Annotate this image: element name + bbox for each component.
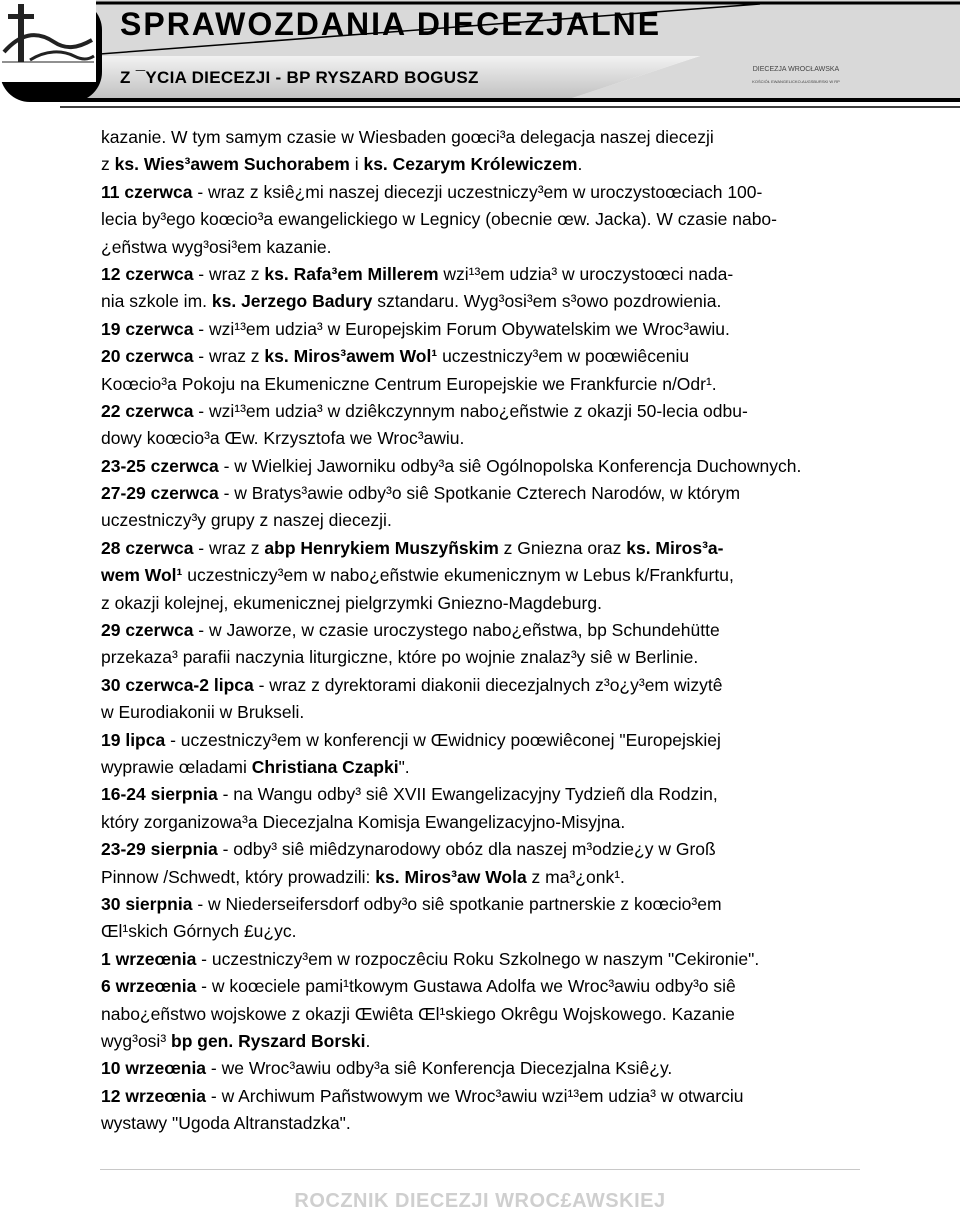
text-line: [101, 316, 871, 343]
emphasis-text: 28 czerwca: [101, 537, 194, 558]
emphasis-text: ks. Miros³aw Wola: [375, 866, 527, 887]
body-text: Koœcio³a Pokoju na Ekumeniczne Centrum Europejskie we Frankfurcie n/Odr¹.: [101, 373, 717, 394]
body-text: lecia by³ego koœcio³a ewangelickiego w Legnicy (obecnie œw. Jacka). W czasie nabo-: [101, 209, 777, 230]
text-line: [101, 836, 871, 863]
text-line: [101, 918, 871, 945]
body-text: - we Wroc³awiu odby³a siê Konferencja Diecezjalna Ksiê¿y.: [206, 1058, 673, 1079]
running-subtitle: Z ¯YCIA DIECEZJI - BP RYSZARD BOGUSZ: [120, 68, 479, 87]
emphasis-text: 1 wrzeœnia: [101, 948, 197, 969]
text-line: [101, 1083, 871, 1110]
emphasis-text: 23-29 sierpnia: [101, 839, 218, 860]
text-line: [101, 234, 871, 261]
body-text: wyprawie œladami: [101, 756, 252, 777]
emphasis-text: 22 czerwca: [101, 400, 194, 421]
running-footer: ROCZNIK DIECEZJI WROC£AWSKIEJ: [294, 1190, 666, 1212]
text-line: [101, 261, 871, 288]
text-line: [101, 672, 871, 699]
text-line: [101, 699, 871, 726]
footer-divider: [100, 1169, 860, 1170]
body-text: - w Jaworze, w czasie uroczystego nabo¿eñstwa, bp Schundehütte: [193, 620, 720, 641]
text-line: [101, 398, 871, 425]
body-text: Œl¹skich Górnych £u¿yc.: [101, 921, 297, 942]
emphasis-text: 27-29 czerwca: [101, 483, 219, 504]
text-line: [101, 864, 871, 891]
text-line: [101, 151, 871, 178]
text-line: [101, 179, 871, 206]
body-text: - wraz z dyrektorami diakonii diecezjalnych z³o¿y³em wizytê: [253, 674, 723, 695]
text-line: [101, 453, 871, 480]
text-line: [101, 480, 871, 507]
emphasis-text: Christiana Czapki: [251, 756, 399, 777]
body-text: - w Bratys³awie odby³o siê Spotkanie Czterech Narodów, w którym: [218, 483, 741, 504]
text-line: [101, 781, 871, 808]
text-line: [101, 973, 871, 1000]
body-text: - wraz z: [193, 263, 265, 284]
text-line: [101, 727, 871, 754]
text-line: [101, 124, 871, 151]
body-text: wystawy "Ugoda Altranstadzka".: [101, 1113, 351, 1134]
text-line: [101, 206, 871, 233]
emphasis-text: 19 czerwca: [101, 318, 194, 339]
text-line: [101, 535, 871, 562]
emphasis-text: 29 czerwca: [101, 620, 194, 641]
emphasis-text: 6 wrzeœnia: [101, 976, 197, 997]
body-text: wyg³osi³: [101, 1030, 172, 1051]
emphasis-text: ks. Miros³a-: [626, 537, 724, 558]
text-line: [101, 1028, 871, 1055]
body-text: - uczestniczy³em w rozpoczêciu Roku Szkolnego w naszym "Cekironie".: [196, 948, 760, 969]
text-line: [101, 562, 871, 589]
body-text: uczestniczy³y grupy z naszej diecezji.: [101, 510, 392, 531]
body-text: .: [577, 154, 583, 175]
text-line: [101, 754, 871, 781]
emphasis-text: ks. Miros³awem Wol¹: [264, 346, 438, 367]
body-text: Pinnow /Schwedt, który prowadzili:: [101, 866, 376, 887]
body-text: sztandaru. Wyg³osi³em s³owo pozdrowienia.: [372, 291, 722, 312]
body-text: .: [365, 1030, 371, 1051]
text-line: [101, 371, 871, 398]
body-text: - wraz z ksiê¿mi naszej diecezji uczestniczy³em w uroczystoœciach 100-: [192, 181, 763, 202]
emphasis-text: 23-25 czerwca: [101, 455, 219, 476]
text-line: [101, 343, 871, 370]
body-text: uczestniczy³em w poœwiêceniu: [437, 346, 690, 367]
logo-subtext: KOŚCIÓŁ EWANGELICKO-AUGSBURSKI W RP: [752, 79, 840, 84]
body-text: - wzi¹³em udzia³ w dziêkczynnym nabo¿eñstwie z okazji 50-lecia odbu-: [193, 400, 748, 421]
body-text: w Eurodiakonii w Brukseli.: [101, 702, 305, 723]
body-text: - wraz z: [193, 537, 265, 558]
text-line: [101, 1001, 871, 1028]
body-text: ".: [398, 756, 410, 777]
body-text: - w Archiwum Pañstwowym we Wroc³awiu wzi¹³em udzia³ w otwarciu: [206, 1085, 744, 1106]
body-text: - na Wangu odby³ siê XVII Ewangelizacyjny Tydzieñ dla Rodzin,: [217, 784, 718, 805]
body-text: - odby³ siê miêdzynarodowy obóz dla naszej m³odzie¿y w Groß: [217, 839, 716, 860]
emphasis-text: 19 lipca: [101, 729, 166, 750]
text-line: [101, 644, 871, 671]
emphasis-text: ks. Jerzego Badury: [211, 291, 373, 312]
emphasis-text: ks. Cezarym Królewiczem: [363, 154, 578, 175]
body-text: z ma³¿onk¹.: [526, 866, 625, 887]
body-text: z okazji kolejnej, ekumenicznej pielgrzymki Gniezno-Magdeburg.: [101, 592, 602, 613]
body-text: kazanie. W tym samym czasie w Wiesbaden goœci³a delegacja naszej diecezji: [101, 127, 714, 147]
body-text: wzi¹³em udzia³ w uroczystoœci nada-: [438, 263, 734, 284]
body-text: - w Wielkiej Jaworniku odby³a siê Ogólnopolska Konferencja Duchownych.: [218, 455, 802, 476]
body-text: nia szkole im.: [101, 291, 212, 312]
emphasis-text: ks. Rafa³em Millerem: [264, 263, 439, 284]
body-text: z: [101, 154, 115, 175]
body-text: i: [349, 154, 364, 175]
text-line: [101, 507, 871, 534]
emphasis-text: bp gen. Ryszard Borski: [171, 1030, 366, 1051]
emphasis-text: 10 wrzeœnia: [101, 1058, 207, 1079]
body-text: który zorganizowa³a Diecezjalna Komisja Ewangelizacyjno-Misyjna.: [101, 811, 626, 832]
emphasis-text: 12 wrzeœnia: [101, 1085, 207, 1106]
text-line: [101, 1055, 871, 1082]
body-text: - wzi¹³em udzia³ w Europejskim Forum Obywatelskim we Wroc³awiu.: [193, 318, 730, 339]
emphasis-text: 16-24 sierpnia: [101, 784, 218, 805]
emphasis-text: 12 czerwca: [101, 263, 194, 284]
body-text: - wraz z: [193, 346, 265, 367]
emphasis-text: 20 czerwca: [101, 346, 194, 367]
text-line: [101, 288, 871, 315]
text-line: [101, 1110, 871, 1137]
body-text: dowy koœcio³a Œw. Krzysztofa we Wroc³awiu.: [101, 428, 465, 449]
body-text: nabo¿eñstwo wojskowe z okazji Œwiêta Œl¹skiego Okrêgu Wojskowego. Kazanie: [101, 1003, 735, 1024]
logo-text: DIECEZJA WROCŁAWSKA: [752, 66, 840, 73]
report-body: [101, 124, 871, 1137]
body-text: - uczestniczy³em w konferencji w Œwidnicy poœwiêconej "Europejskiej: [165, 729, 721, 750]
emphasis-text: abp Henrykiem Muszyñskim: [264, 537, 499, 558]
body-text: z Gniezna oraz: [498, 537, 627, 558]
emphasis-text: wem Wol¹: [101, 565, 183, 586]
text-line: [101, 590, 871, 617]
emphasis-text: 11 czerwca: [101, 181, 193, 202]
running-title: SPRAWOZDANIA DIECEZJALNE: [120, 6, 662, 42]
diocese-logo-icon: [0, 0, 96, 82]
text-line: [101, 946, 871, 973]
text-line: [101, 617, 871, 644]
text-line: [101, 809, 871, 836]
body-text: - w Niederseifersdorf odby³o siê spotkanie partnerskie z koœcio³em: [192, 893, 722, 914]
body-text: ¿eñstwa wyg³osi³em kazanie.: [101, 236, 332, 257]
text-line: [101, 425, 871, 452]
emphasis-text: ks. Wies³awem Suchorabem: [114, 154, 350, 175]
body-text: - w koœciele pami¹tkowym Gustawa Adolfa we Wroc³awiu odby³o siê: [196, 976, 736, 997]
body-text: przekaza³ parafii naczynia liturgiczne, które po wojnie znalaz³y siê w Berlinie.: [101, 647, 699, 668]
body-text: uczestniczy³em w nabo¿eñstwie ekumenicznym w Lebus k/Frankfurtu,: [182, 565, 734, 586]
emphasis-text: 30 sierpnia: [101, 893, 193, 914]
text-line: [101, 891, 871, 918]
page-header: [0, 0, 960, 112]
emphasis-text: 30 czerwca-2 lipca: [101, 674, 254, 695]
